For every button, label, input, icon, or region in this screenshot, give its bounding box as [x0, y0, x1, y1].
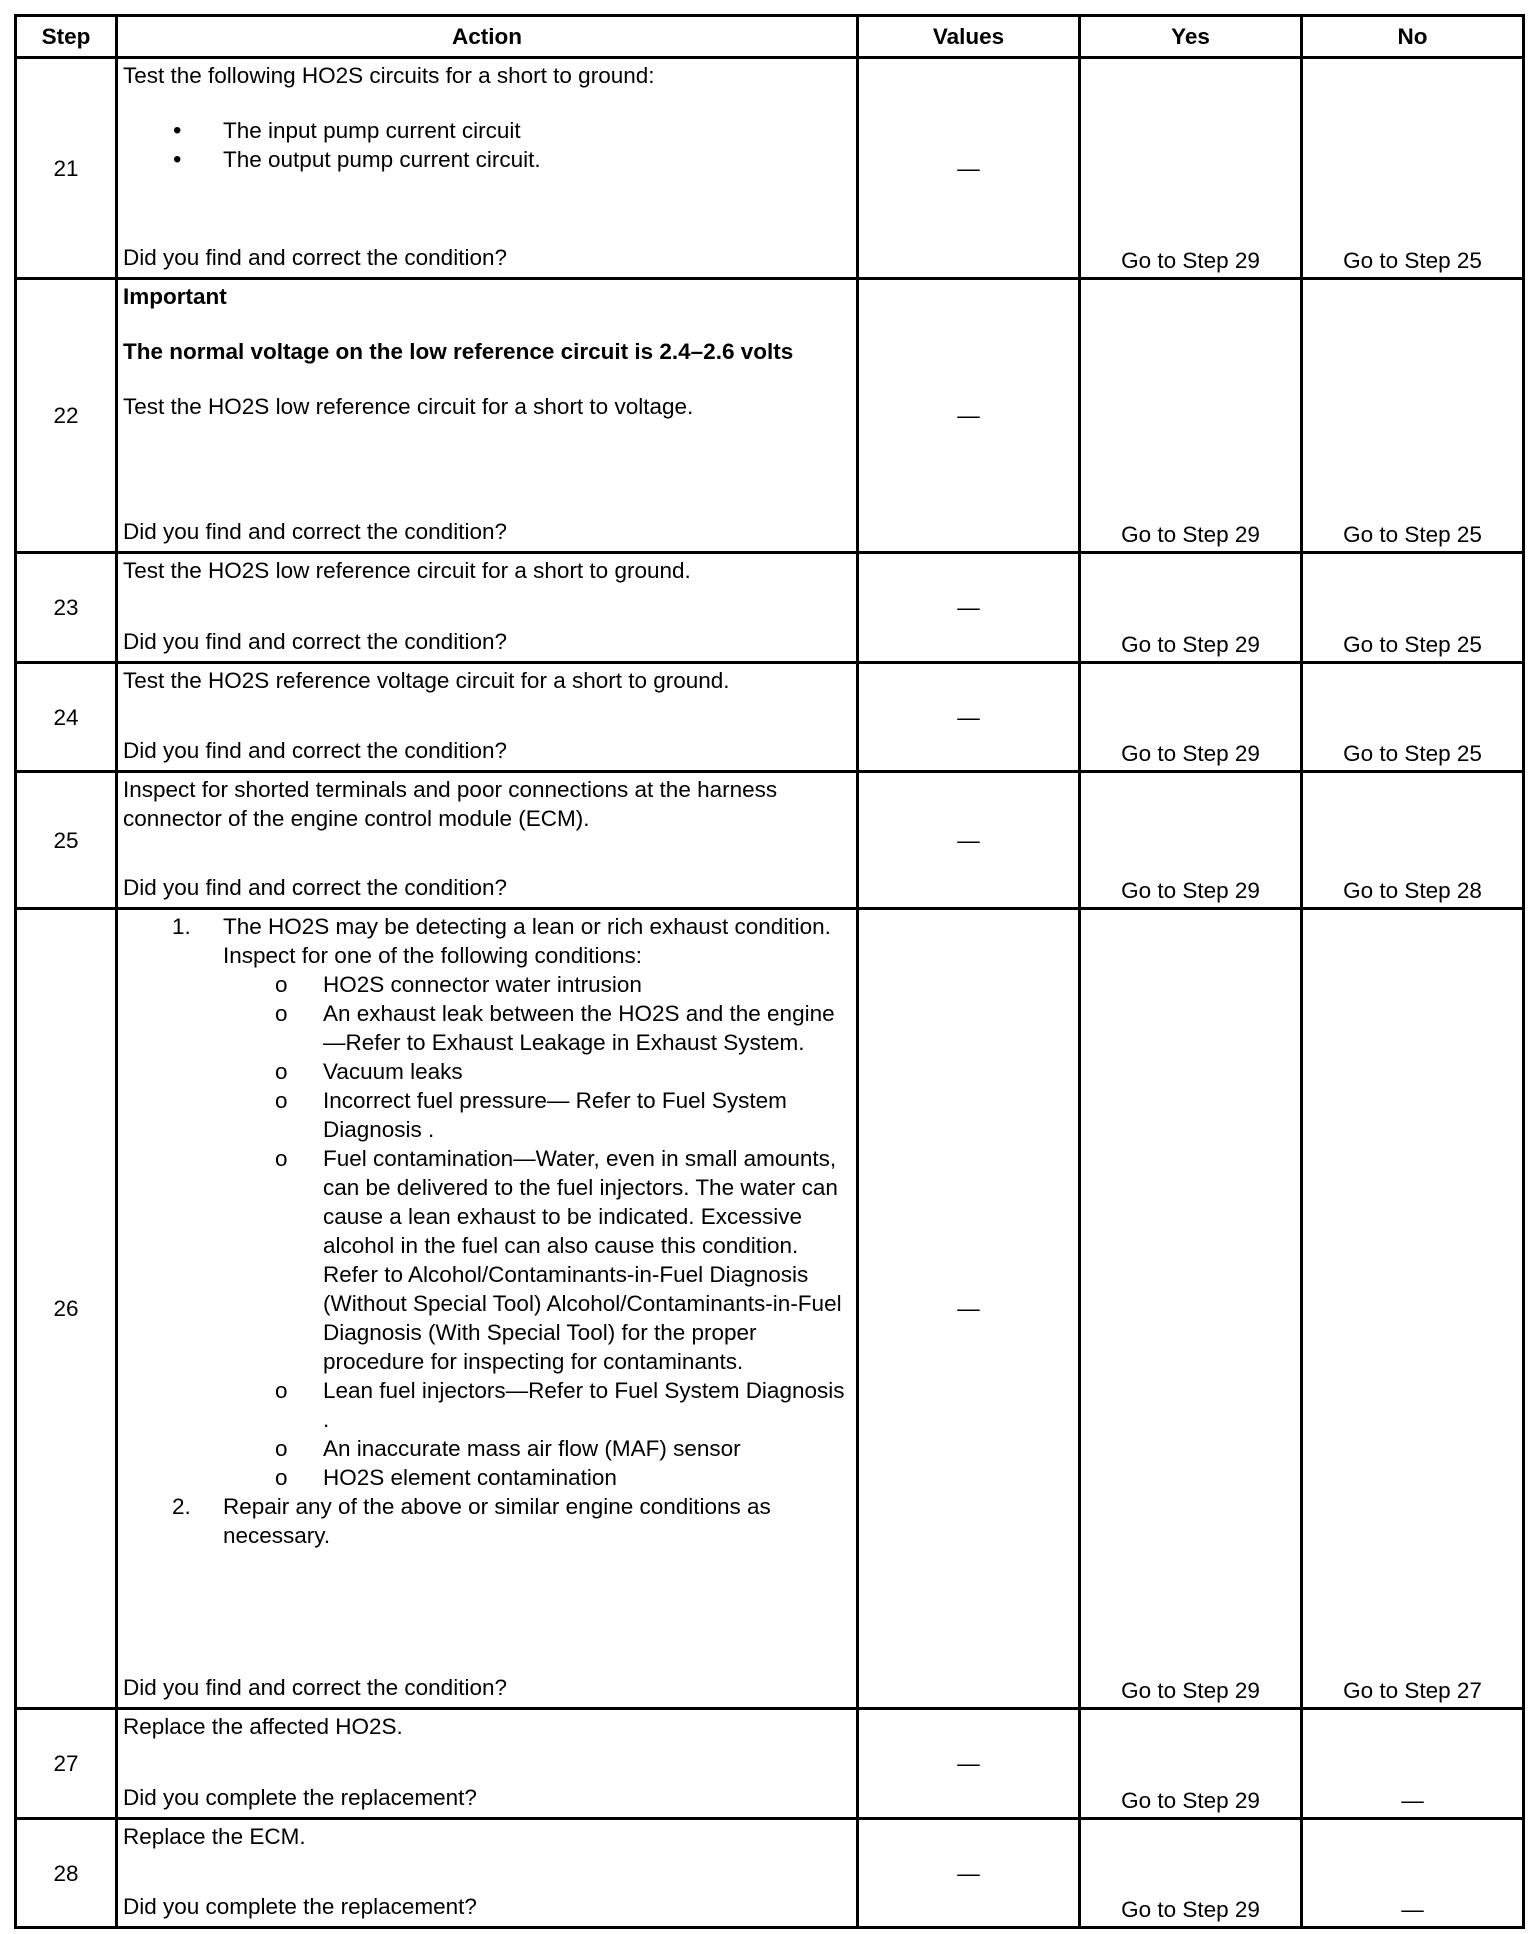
yes-cell [1080, 663, 1302, 772]
yes-link[interactable]: Go to Step 29 [1121, 1788, 1260, 1813]
no-value: — [1401, 1897, 1424, 1922]
no-cell [1302, 58, 1524, 279]
sub-list-item: o HO2S element contamination [223, 1463, 852, 1492]
action-question: Did you find and correct the condition? [123, 1675, 507, 1700]
action-body: Inspect for shorted terminals and poor connections at the harness connector of the engine control module (ECM). [123, 777, 778, 831]
no-cell [1302, 1709, 1524, 1819]
no-cell [1302, 1819, 1524, 1928]
list-text: The HO2S may be detecting a lean or rich exhaust condition. Inspect for one of the following conditions: [223, 914, 831, 968]
yes-cell [1080, 279, 1302, 553]
action-intro: Test the following HO2S circuits for a short to ground: [123, 63, 655, 88]
list-item [123, 1492, 852, 1550]
step-number: 22 [16, 279, 117, 553]
list-item [123, 912, 852, 1492]
step-number: 25 [16, 772, 117, 909]
step-number: 21 [16, 58, 117, 279]
yes-link[interactable]: Go to Step 29 [1121, 878, 1260, 903]
yes-link[interactable]: Go to Step 29 [1121, 741, 1260, 766]
header-step: Step [16, 16, 117, 58]
action-cell [117, 663, 858, 772]
header-row [16, 16, 1524, 58]
no-cell [1302, 279, 1524, 553]
action-question: Did you find and correct the condition? [123, 245, 507, 270]
values-cell: — [858, 1819, 1080, 1928]
numbered-list [123, 912, 852, 1550]
yes-link[interactable]: Go to Step 29 [1121, 1897, 1260, 1922]
action-cell [117, 279, 858, 553]
yes-link[interactable]: Go to Step 29 [1121, 1678, 1260, 1703]
values-cell: — [858, 279, 1080, 553]
sub-list [223, 970, 852, 1492]
list-item: • The input pump current circuit [123, 116, 852, 145]
values-cell: — [858, 58, 1080, 279]
yes-cell [1080, 553, 1302, 663]
values-cell: — [858, 663, 1080, 772]
yes-cell [1080, 1819, 1302, 1928]
values-cell: — [858, 909, 1080, 1709]
table-row-28 [16, 1819, 1524, 1928]
action-cell [117, 553, 858, 663]
no-link[interactable]: Go to Step 27 [1343, 1678, 1482, 1703]
header-values: Values [858, 16, 1080, 58]
table-row-27 [16, 1709, 1524, 1819]
action-body: Test the HO2S low reference circuit for a short to ground. [123, 558, 691, 583]
sub-list-item: o An inaccurate mass air flow (MAF) sensor [223, 1434, 852, 1463]
no-link[interactable]: Go to Step 25 [1343, 741, 1482, 766]
no-cell [1302, 909, 1524, 1709]
step-number: 23 [16, 553, 117, 663]
yes-link[interactable]: Go to Step 29 [1121, 632, 1260, 657]
yes-cell [1080, 772, 1302, 909]
no-cell [1302, 772, 1524, 909]
step-number: 27 [16, 1709, 117, 1819]
sub-list-item: o HO2S connector water intrusion [223, 970, 852, 999]
step-number: 28 [16, 1819, 117, 1928]
values-cell: — [858, 553, 1080, 663]
important-text: The normal voltage on the low reference circuit is 2.4–2.6 volts [123, 339, 794, 364]
yes-cell [1080, 1709, 1302, 1819]
no-value: — [1401, 1788, 1424, 1813]
action-cell [117, 1819, 858, 1928]
no-link[interactable]: Go to Step 28 [1343, 878, 1482, 903]
action-question: Did you find and correct the condition? [123, 875, 507, 900]
list-text: Repair any of the above or similar engine conditions as necessary. [223, 1494, 771, 1548]
list-number: 1. [172, 914, 191, 939]
yes-cell [1080, 909, 1302, 1709]
table-row-26 [16, 909, 1524, 1709]
action-cell [117, 1709, 858, 1819]
yes-link[interactable]: Go to Step 29 [1121, 248, 1260, 273]
sub-list-item: o Vacuum leaks [223, 1057, 852, 1086]
action-body: Test the HO2S low reference circuit for a short to voltage. [123, 394, 694, 419]
table-row-22 [16, 279, 1524, 553]
no-link[interactable]: Go to Step 25 [1343, 248, 1482, 273]
action-cell [117, 909, 858, 1709]
no-cell [1302, 553, 1524, 663]
header-action: Action [117, 16, 858, 58]
header-no: No [1302, 16, 1524, 58]
list-number: 2. [172, 1494, 191, 1519]
step-number: 26 [16, 909, 117, 1709]
table-row-23 [16, 553, 1524, 663]
yes-cell [1080, 58, 1302, 279]
sub-list-item: o Incorrect fuel pressure— Refer to Fuel System Diagnosis . [223, 1086, 852, 1144]
no-link[interactable]: Go to Step 25 [1343, 632, 1482, 657]
action-body: Replace the ECM. [123, 1824, 306, 1849]
yes-link[interactable]: Go to Step 29 [1121, 522, 1260, 547]
values-cell: — [858, 1709, 1080, 1819]
action-question: Did you find and correct the condition? [123, 629, 507, 654]
action-question: Did you complete the replacement? [123, 1785, 477, 1810]
sub-list-item: o Fuel contamination—Water, even in small amounts, can be delivered to the fuel injectors. The water can cause a lean exhaust to be indicated. Excessive alcohol in the fuel can also cause this condition. Refer to Alcohol/Contaminants-in-Fuel Diagnosis (Without Special Tool) Alcohol/Contaminants-in-Fuel Diagnosis (With Special Tool) for the proper procedure for inspecting for contaminants. [223, 1144, 852, 1376]
action-question: Did you complete the replacement? [123, 1894, 477, 1919]
action-question: Did you find and correct the condition? [123, 519, 507, 544]
list-item: • The output pump current circuit. [123, 145, 852, 174]
table-row-25 [16, 772, 1524, 909]
action-cell [117, 772, 858, 909]
header-yes: Yes [1080, 16, 1302, 58]
values-cell: — [858, 772, 1080, 909]
table-row-24 [16, 663, 1524, 772]
important-label: Important [123, 284, 227, 309]
step-number: 24 [16, 663, 117, 772]
sub-list-item: o An exhaust leak between the HO2S and the engine—Refer to Exhaust Leakage in Exhaust System. [223, 999, 852, 1057]
action-body: Test the HO2S reference voltage circuit for a short to ground. [123, 668, 730, 693]
diagnostic-table [14, 14, 1525, 1929]
bullet-list [123, 116, 852, 174]
action-question: Did you find and correct the condition? [123, 738, 507, 763]
no-link[interactable]: Go to Step 25 [1343, 522, 1482, 547]
table-row-21 [16, 58, 1524, 279]
sub-list-item: o Lean fuel injectors—Refer to Fuel System Diagnosis . [223, 1376, 852, 1434]
no-cell [1302, 663, 1524, 772]
action-cell [117, 58, 858, 279]
action-body: Replace the affected HO2S. [123, 1714, 403, 1739]
